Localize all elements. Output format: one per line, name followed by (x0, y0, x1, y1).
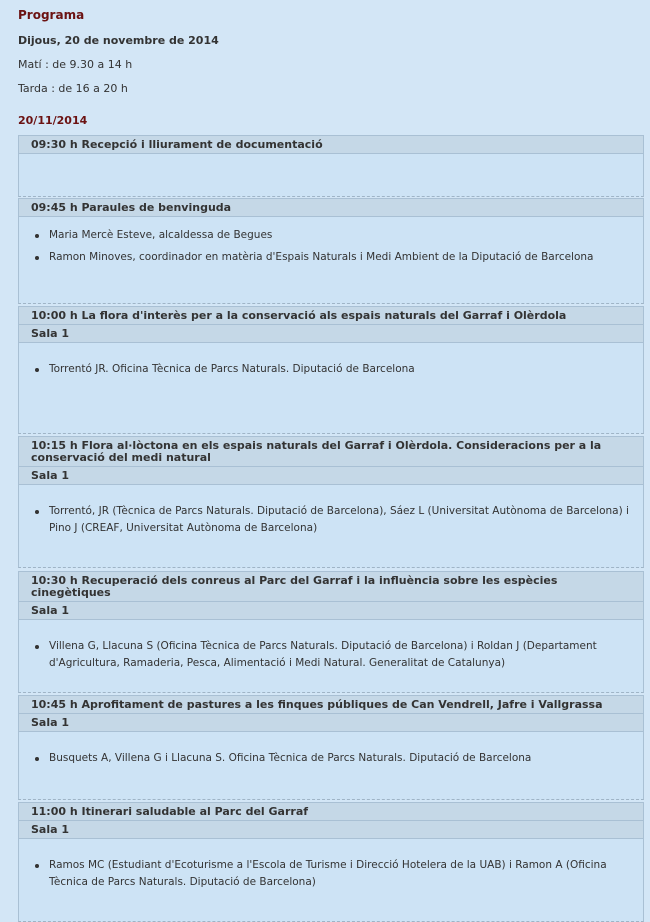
session-title: 09:30 h Recepció i lliurament de documentació (19, 136, 643, 154)
speaker-item: Torrentó JR. Oficina Tècnica de Parcs Naturals. Diputació de Barcelona (49, 361, 631, 378)
session-title: 11:00 h Itinerari saludable al Parc del Garraf (19, 803, 643, 821)
speaker-item: Busquets A, Villena G i Llacuna S. Oficina Tècnica de Parcs Naturals. Diputació de Barcelona (49, 750, 631, 767)
session-speakers (19, 620, 643, 672)
session-title: 10:15 h Flora al·lòctona en els espais naturals del Garraf i Olèrdola. Consideracions per a la conservació del medi natural (19, 437, 643, 467)
session-block (18, 695, 644, 800)
session-title: 09:45 h Paraules de benvinguda (19, 199, 643, 217)
session-room: Sala 1 (19, 325, 643, 343)
session-room: Sala 1 (19, 602, 643, 620)
session-block (18, 436, 644, 568)
session-speakers (19, 485, 643, 537)
speaker-item: Maria Mercè Esteve, alcaldessa de Begues (49, 227, 631, 244)
session-block (18, 306, 644, 434)
session-speakers (19, 839, 643, 891)
session-room: Sala 1 (19, 821, 643, 839)
session-speakers (19, 343, 643, 378)
session-speakers (19, 217, 643, 266)
page-title: Programa (18, 8, 85, 22)
speaker-item: Ramos MC (Estudiant d'Ecoturisme a l'Escola de Turisme i Direcció Hotelera de la UAB) i Ramon A (Oficina Tècnica de Parcs Naturals. Diputació de Barcelona) (49, 857, 631, 891)
session-title: 10:30 h Recuperació dels conreus al Parc del Garraf i la influència sobre les espècies cinegètiques (19, 572, 643, 602)
session-block (18, 802, 644, 922)
session-title: 10:00 h La flora d'interès per a la conservació als espais naturals del Garraf i Olèrdola (19, 307, 643, 325)
day-heading: 20/11/2014 (18, 114, 88, 127)
session-block (18, 198, 644, 304)
afternoon-schedule: Tarda : de 16 a 20 h (18, 82, 128, 95)
event-date: Dijous, 20 de novembre de 2014 (18, 34, 219, 47)
session-room: Sala 1 (19, 467, 643, 485)
speaker-item: Torrentó, JR (Tècnica de Parcs Naturals. Diputació de Barcelona), Sáez L (Universitat Autònoma de Barcelona) i Pino J (CREAF, Universitat Autònoma de Barcelona) (49, 503, 631, 537)
session-room: Sala 1 (19, 714, 643, 732)
speaker-item: Ramon Minoves, coordinador en matèria d'Espais Naturals i Medi Ambient de la Diputació de Barcelona (49, 249, 631, 266)
morning-schedule: Matí : de 9.30 a 14 h (18, 58, 133, 71)
session-title: 10:45 h Aprofitament de pastures a les finques públiques de Can Vendrell, Jafre i Vallgrassa (19, 696, 643, 714)
session-block (18, 135, 644, 197)
session-block (18, 571, 644, 693)
speaker-item: Villena G, Llacuna S (Oficina Tècnica de Parcs Naturals. Diputació de Barcelona) i Roldan J (Departament d'Agricultura, Ramaderia, Pesca, Alimentació i Medi Natural. Generalitat de Catalunya) (49, 638, 631, 672)
session-speakers (19, 732, 643, 767)
